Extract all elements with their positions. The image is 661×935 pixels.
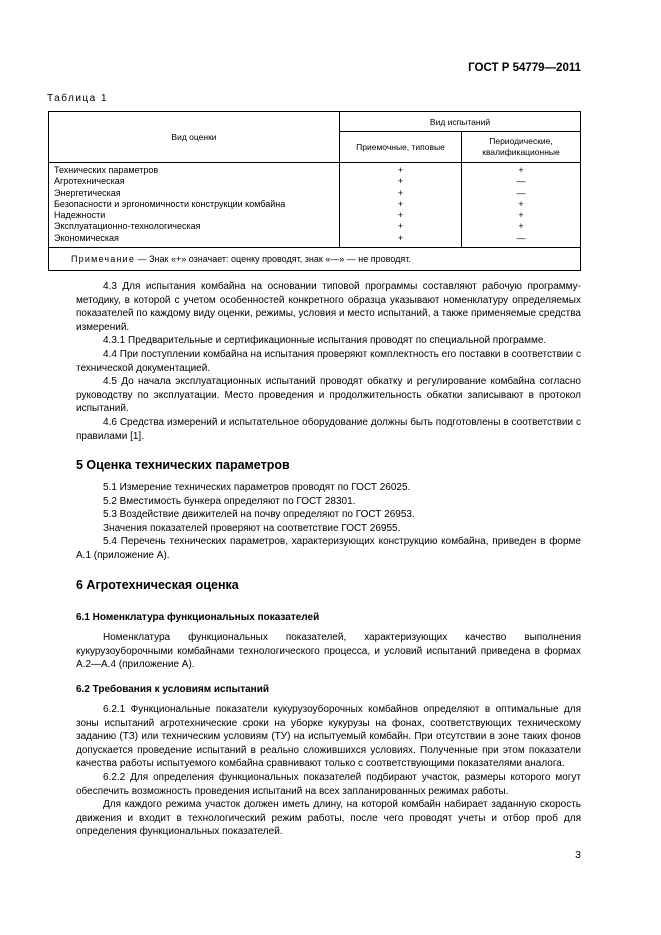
column-header-kind: Вид оценки (49, 112, 340, 163)
table-caption: Таблица 1 (47, 93, 109, 104)
section-6-heading: 6 Агротехническая оценка (76, 578, 239, 592)
periodic-mark: + (518, 198, 524, 209)
periodic-marks-cell (462, 163, 581, 248)
acceptance-mark: + (397, 176, 404, 187)
row-label: Экономическая (54, 232, 119, 243)
paragraph-5-4: 5.4 Перечень технических параметров, характеризующих конструкцию комбайна, приведен в форме А.1 (приложение А). (76, 536, 581, 561)
clause-4-block (76, 280, 581, 443)
periodic-mark: + (518, 221, 524, 232)
table-body (49, 163, 581, 248)
column-header-group: Вид испытаний (340, 112, 581, 132)
paragraph-6-2-2-cont: Для каждого режима участок должен иметь длину, на которой комбайн набирает заданную скорость движения и входит в технологический режим работы, после чего проводят учеты и отбор проб для определения функциональных показателей. (76, 799, 581, 838)
column-header-periodic-line2: квалификационные (482, 147, 560, 157)
paragraph-4-3: 4.3 Для испытания комбайна на основании типовой программы составляют рабочую программу-методику, в которой с учетом особенностей конкретного образца указывают номенклатуру определяемых показателей по каждому виду оценки, режимы, условия и место испытаний, а также применяемые средства измерений. (76, 281, 581, 333)
note-label: Примечание (71, 254, 136, 265)
periodic-mark: — (516, 187, 526, 198)
paragraph-5-2: 5.2 Вместимость бункера определяют по ГОСТ 28301. (103, 495, 356, 507)
subsection-6-1-heading: 6.1 Номенклатура функциональных показателей (76, 612, 320, 623)
periodic-mark: + (518, 165, 524, 175)
row-label: Агротехническая (54, 176, 125, 187)
page-number: 3 (575, 849, 581, 861)
paragraph-4-6: 4.6 Средства измерений и испытательное оборудование должны быть подготовлены в соответствии с правилами [1]. (76, 416, 581, 442)
acceptance-mark: + (397, 221, 404, 232)
acceptance-marks-cell (340, 163, 462, 248)
acceptance-mark: + (397, 165, 404, 175)
section-5-block (76, 481, 581, 563)
table-note (49, 248, 581, 271)
paragraph-6-2-1: 6.2.1 Функциональные показатели кукурузоуборочных комбайнов определяют в оптимальные для зоны испытаний агротехнические сроки на уборке кукурузы на фонах, соответствующих техническому заданию (ТЗ) или техническим условиям (ТУ) на испытуемый комбайн. При отсутствии в зоне таких фонов допускается проведение испытаний в реально сложившихся условиях. Полученные при этом показатели качества работы испытуемого комбайна сравнивают только с соответствующими показателями аналога. (76, 704, 581, 770)
periodic-mark: + (518, 210, 524, 221)
document-code: ГОСТ Р 54779—2011 (468, 62, 581, 74)
note-text: — Знак «+» означает: оценку проводят, знак «—» — не проводят. (135, 254, 411, 265)
paragraph-5-3-note: Значения показателей проверяют на соответствие ГОСТ 26955. (103, 522, 401, 534)
paragraph-4-3-1: 4.3.1 Предварительные и сертификационные испытания проводят по специальной программе. (103, 335, 547, 347)
column-header-acceptance: Приемочные, типовые (340, 132, 462, 163)
section-5-heading: 5 Оценка технических параметров (76, 458, 290, 472)
row-label: Энергетическая (54, 187, 121, 198)
row-label: Эксплуатационно-технологическая (54, 221, 201, 232)
paragraph-6-1: Номенклатура функциональных показателей, характеризующих качество выполнения кукурузоуборочными комбайнами технологического процесса, и условий испытаний приведена в формах А.2—А.4 (приложение А). (76, 632, 581, 671)
row-label: Надежности (54, 210, 106, 221)
subsection-6-1-block (76, 631, 581, 672)
subsection-6-2-block (76, 703, 581, 839)
subsection-6-2-heading: 6.2 Требования к условиям испытаний (76, 684, 269, 695)
paragraph-6-2-2: 6.2.2 Для определения функциональных показателей подбирают участок, размеры которого могут обеспечить возможность проведения испытаний на всех запланированных режимах работы. (76, 771, 581, 797)
acceptance-mark: + (397, 187, 404, 198)
paragraph-4-4: 4.4 При поступлении комбайна на испытания проверяют комплектность его поставки в соответствии с технической документацией. (76, 348, 581, 374)
acceptance-mark: + (397, 232, 404, 243)
evaluation-table (48, 111, 581, 271)
periodic-mark: — (516, 232, 526, 243)
periodic-mark: — (516, 176, 526, 187)
paragraph-5-3: 5.3 Воздействие движителей на почву определяют по ГОСТ 26953. (103, 509, 415, 521)
column-header-periodic (462, 132, 581, 163)
row-labels-cell (49, 163, 340, 248)
row-label: Безопасности и эргономичности конструкции комбайна (54, 198, 286, 209)
acceptance-mark: + (397, 210, 404, 221)
column-header-periodic-line1: Периодические, (489, 136, 553, 146)
row-label: Технических параметров (54, 165, 159, 175)
acceptance-mark: + (397, 198, 404, 209)
paragraph-5-1: 5.1 Измерение технических параметров проводят по ГОСТ 26025. (103, 482, 411, 493)
paragraph-4-5: 4.5 До начала эксплуатационных испытаний проводят обкатку и регулирование комбайна согласно руководству по эксплуатации. Место проведения и продолжительность обкатки записывают в протокол испытаний. (76, 376, 581, 415)
